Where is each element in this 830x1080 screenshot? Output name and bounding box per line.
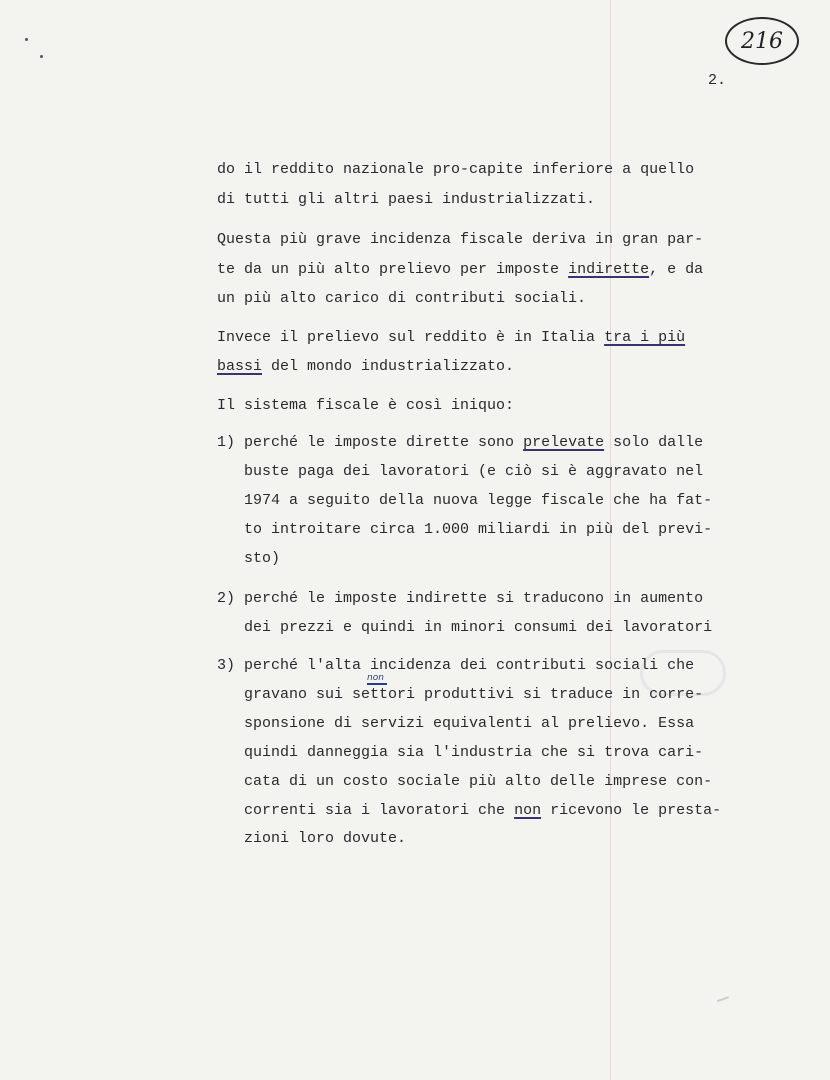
list-item-line: sto) bbox=[217, 550, 281, 567]
text-segment: correnti sia i lavoratori che bbox=[217, 802, 515, 819]
text-segment: Invece il prelievo sul reddito è in Italia bbox=[217, 329, 605, 346]
text-line: Questa più grave incidenza fiscale deriva in gran par- bbox=[217, 231, 704, 248]
text-line bbox=[217, 260, 703, 280]
text-line: Il sistema fiscale è così iniquo: bbox=[217, 397, 515, 414]
list-item-line: quindi danneggia sia l'industria che si trova cari- bbox=[217, 744, 704, 761]
page-number: 2. bbox=[708, 72, 727, 89]
text-line: do il reddito nazionale pro-capite inferiore a quello bbox=[217, 161, 695, 178]
text-segment: , e da bbox=[649, 261, 704, 278]
text-segment: solo dalle bbox=[604, 434, 704, 451]
text-segment: ricevono le presta- bbox=[541, 802, 722, 819]
text-segment: 1) perché le imposte dirette sono bbox=[217, 434, 524, 451]
list-item-line: zioni loro dovute. bbox=[217, 830, 407, 847]
underlined-text: indirette bbox=[568, 261, 650, 278]
text-line bbox=[217, 357, 514, 377]
list-item-line bbox=[217, 801, 721, 821]
speck bbox=[25, 38, 28, 41]
underlined-text: bassi bbox=[217, 358, 263, 375]
speck bbox=[40, 55, 43, 58]
list-item-line: cata di un costo sociale più alto delle imprese con- bbox=[217, 773, 713, 790]
archive-number-stamp: 216 bbox=[725, 17, 799, 65]
page-mark bbox=[717, 996, 731, 1008]
underlined-text: tra i più bbox=[604, 329, 686, 346]
text-segment: te da un più alto prelievo per imposte bbox=[217, 261, 569, 278]
list-item-line: 3) perché l'alta incidenza dei contributi sociali che bbox=[217, 657, 695, 674]
list-item-line: sponsione di servizi equivalenti al prelievo. Essa bbox=[217, 715, 695, 732]
handwritten-annotation: non bbox=[367, 673, 384, 683]
list-item-line: gravano sui settori produttivi si traduce in corre- bbox=[217, 686, 704, 703]
list-item-line bbox=[217, 433, 703, 453]
list-item-line: 1974 a seguito della nuova legge fiscale che ha fat- bbox=[217, 492, 713, 509]
text-line bbox=[217, 328, 685, 348]
text-line: di tutti gli altri paesi industrializzati. bbox=[217, 191, 596, 208]
text-line: un più alto carico di contributi sociali. bbox=[217, 290, 587, 307]
list-item-line: dei prezzi e quindi in minori consumi dei lavoratori bbox=[217, 619, 713, 636]
list-item-line: 2) perché le imposte indirette si traducono in aumento bbox=[217, 590, 704, 607]
underlined-text: prelevate bbox=[523, 434, 605, 451]
text-segment: del mondo industrializzato. bbox=[262, 358, 515, 375]
underlined-text: non bbox=[514, 802, 542, 819]
list-item-line: buste paga dei lavoratori (e ciò si è aggravato nel bbox=[217, 463, 704, 480]
list-item-line: to introitare circa 1.000 miliardi in più del previ- bbox=[217, 521, 713, 538]
